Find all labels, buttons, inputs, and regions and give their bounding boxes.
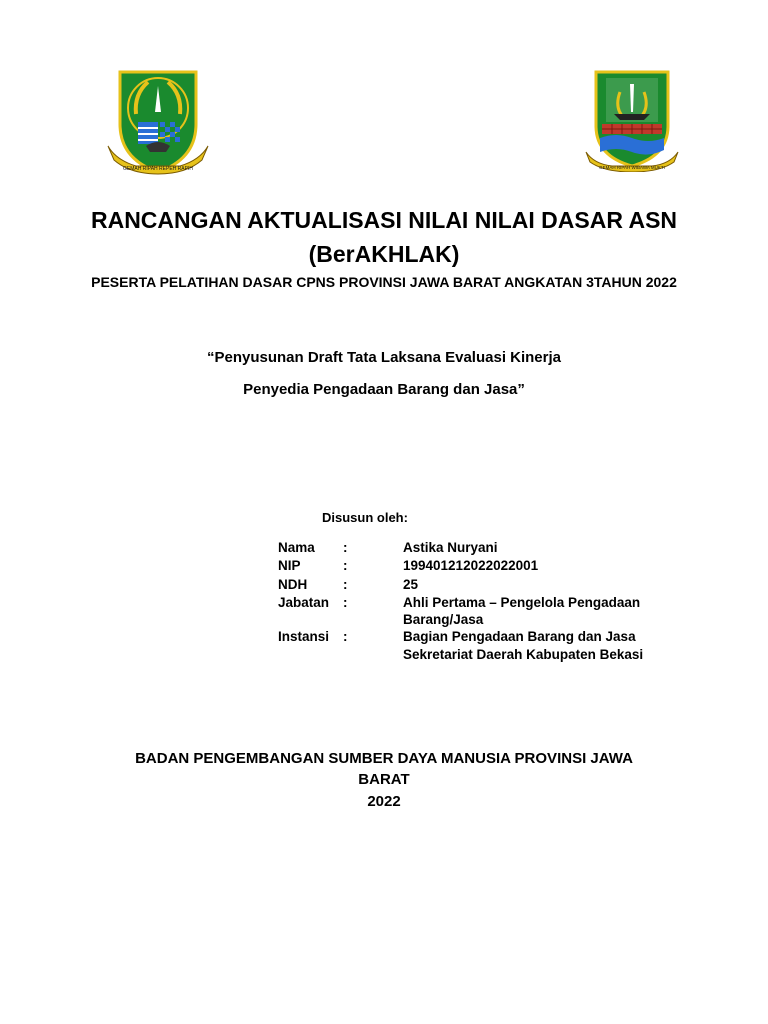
detail-value: Astika Nuryani xyxy=(403,540,498,555)
jawa-barat-emblem xyxy=(106,64,210,176)
detail-label: NDH xyxy=(278,577,308,592)
kabupaten-bekasi-emblem xyxy=(584,68,680,172)
detail-colon: : xyxy=(343,595,348,610)
detail-label: Nama xyxy=(278,540,315,555)
detail-colon: : xyxy=(343,558,348,573)
detail-value: 199401212022022001 xyxy=(403,558,539,573)
footer-institution-line-1: BADAN PENGEMBANGAN SUMBER DAYA MANUSIA PROVINSI JAWA xyxy=(135,750,633,767)
detail-value: Barang/Jasa xyxy=(403,612,484,627)
document-title-line-1: RANCANGAN AKTUALISASI NILAI NILAI DASAR ASN xyxy=(90,207,678,233)
detail-value: Bagian Pengadaan Barang dan Jasa xyxy=(403,629,636,644)
detail-colon: : xyxy=(343,629,348,644)
detail-label: Jabatan xyxy=(278,595,330,610)
detail-value: Sekretariat Daerah Kabupaten Bekasi xyxy=(403,647,644,662)
footer-institution-line-2: BARAT xyxy=(358,771,410,788)
right-emblem-motto: GEMAH RIPAH WIBAWA MUKTI xyxy=(599,165,665,170)
left-emblem-motto: GEMAH RIPAH REPEH RAPIH xyxy=(123,166,193,172)
document-subtitle: PESERTA PELATIHAN DASAR CPNS PROVINSI JAWA BARAT ANGKATAN 3TAHUN 2022 xyxy=(91,274,677,290)
prepared-by-label: Disusun oleh: xyxy=(322,510,408,525)
detail-label: Instansi xyxy=(278,629,330,644)
detail-label: NIP xyxy=(278,558,301,573)
document-title-line-2: (BerAKHLAK) xyxy=(308,241,460,267)
footer-year: 2022 xyxy=(367,793,401,810)
detail-colon: : xyxy=(343,540,348,555)
detail-colon: : xyxy=(343,577,348,592)
topic-line-2: Penyedia Pengadaan Barang dan Jasa” xyxy=(243,381,525,398)
detail-value: 25 xyxy=(403,577,419,592)
detail-value: Ahli Pertama – Pengelola Pengadaan xyxy=(403,595,641,610)
topic-line-1: “Penyusunan Draft Tata Laksana Evaluasi Kinerja xyxy=(206,349,562,366)
